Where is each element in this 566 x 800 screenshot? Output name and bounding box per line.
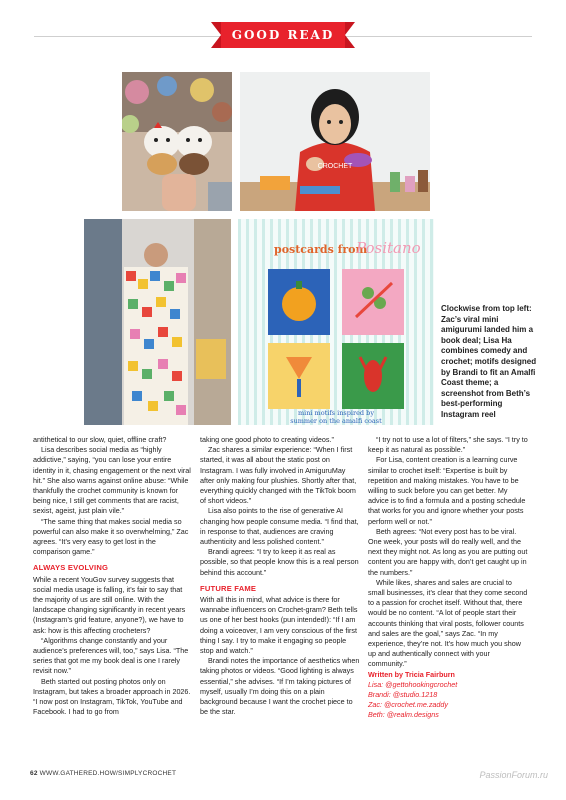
paragraph: Brandi notes the importance of aesthetics when taking photos or videos. “Good lighting is always essential,” she advises. “If I’m taking pictures of myself, usually I’m doing this on a plain background because I want the crochet piece to be the star. [200, 656, 360, 717]
paragraph: “I try not to use a lot of filters,” she says. “I try to keep it as natural as possible.” [368, 435, 528, 455]
social-handle: Lisa: @gettohookingcrochet [368, 679, 458, 689]
postcard-title-left: postcards from [274, 243, 368, 256]
photo-postcards-positano [238, 219, 434, 425]
section-header [0, 22, 566, 52]
social-handle: Zac: @crochet.me.zaddy [368, 700, 448, 710]
social-handle: Beth: @realm.designs [368, 710, 439, 720]
paragraph: For Lisa, content creation is a learning curve similar to crochet itself: “Expertise is built by repetition and making mistakes. You have to be willing to suck before you can get better. My advice is to find a formula and a posting schedule that works for you and ignore whether your posts perform well or not.” [368, 455, 526, 526]
postcard-subtitle-2: summer on the amalfi coast [290, 417, 382, 425]
photo-amigurumi [122, 72, 232, 211]
paragraph: While a recent YouGov survey suggests that social media usage is falling, it’s fair to say that the majority of us are still online. With the landscape changing significantly in recent years (Instagram’s grid feature, anyone?), we have to ask: how is this affecting crocheters? [33, 574, 186, 635]
tshirt-text: CROCHET [317, 163, 353, 170]
photo-lisa-ha [240, 72, 430, 211]
article-column-2 [200, 435, 360, 717]
subheading-always-evolving: ALWAYS EVOLVING [33, 563, 109, 573]
article-column-3 [368, 435, 528, 721]
paragraph: While likes, shares and sales are crucial to small businesses, it’s clear that they come second to a passion for crochet itself. Without that, there would be no content. “A lot of people start their accounts thinking that viral posts, follower counts and sales are the goal,” says Zac. “In my experience, they’re not. It’s how much you show up and authentically connect with your community.” [368, 577, 528, 669]
author-credit: Written by Tricia Fairburn [368, 669, 455, 679]
paragraph: “Algorithms change constantly and your audience’s preferences will, too,” says Lisa. “The series that got me my book deal is one I rarely revisit now.” [33, 635, 189, 676]
paragraph: With all this in mind, what advice is there for wannabe influencers on Crochet-gram? Beth tells us one of her best hooks (pun intended!): “If I am doing a voiceover, I am very conscious of the first thing I say. I try to make it engaging so people stop and watch.” [200, 595, 358, 656]
section-label: GOOD READ [221, 22, 345, 48]
page-number: 62 [30, 770, 38, 777]
paragraph: Beth started out posting photos only on Instagram, but takes a broader approach in 2026. “I now post on Instagram, TikTok, YouTube and Facebook. I had to go from [33, 676, 191, 717]
paragraph: Lisa describes social media as “highly addictive,” saying, “you can lose your entire identity in it, chasing engagement or the next viral hit.” She also warns against online abuse: “While thankfully the crochet community is known for being nice, I still get comments that are racist, sexist, ageist, just plain vile.” [33, 445, 191, 516]
paragraph: antithetical to our slow, quiet, offline craft? [33, 435, 167, 444]
paragraph: “The same thing that makes social media so powerful can also make it so overwhelming,” Zac agrees. “It’s very easy to get lost in the comparison game.” [33, 516, 189, 557]
social-handle: Brandi: @studio.1218 [368, 690, 438, 700]
paragraph: Beth agrees: “Not every post has to be viral. One week, your posts will do really well, and the next they might not. As long as you are putting out content you are happy with, don’t get caught up in the numbers.” [368, 526, 528, 577]
photo-beth-reel [84, 219, 231, 425]
paragraph: taking one good photo to creating videos.” [200, 435, 334, 444]
photo-caption: Clockwise from top left: Zac’s viral mini amigurumi landed him a book deal; Lisa Ha combines comedy and crochet; motifs designed by Brandi to fit an Amalfi Coast theme; a screenshot from Beth’s best-performing Instagram reel [441, 304, 537, 419]
subheading-future-fame: FUTURE FAME [200, 583, 257, 593]
article-column-1 [33, 435, 193, 717]
postcard-subtitle-1: mini motifs inspired by [297, 409, 375, 417]
paragraph: Lisa also points to the rise of generative AI changing how people consume media. “I find that, in response to that, audiences are craving authenticity and less polished content.” [200, 506, 359, 547]
paragraph: Brandi agrees: “I try to keep it as real as possible, so that people know this is a real person behind this account.” [200, 547, 359, 577]
page-footer [30, 770, 176, 777]
footer-url[interactable]: WWW.GATHERED.HOW/SIMPLYCROCHET [39, 770, 177, 777]
watermark: PassionForum.ru [479, 770, 548, 780]
postcard-title-script: Positano [356, 239, 421, 257]
paragraph: Zac shares a similar experience: “When I first started, it was all about the static post on Instagram. I was fully involved in AmiguruMay after only making four plushies. Shortly after that, everything quickly changed with the TikTok boom of short videos.” [200, 445, 357, 506]
